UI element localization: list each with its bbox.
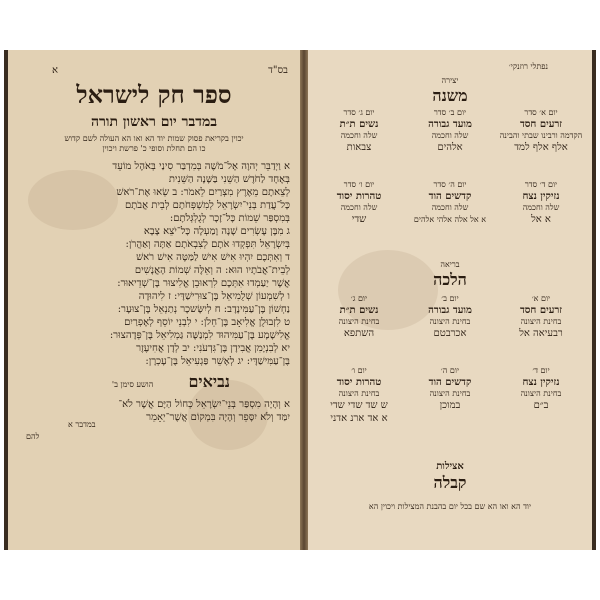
cell-day: יום ב׳ סדר bbox=[433, 108, 467, 117]
mishna-cell bbox=[316, 180, 402, 226]
mishna-cell bbox=[498, 108, 584, 154]
cell-name: נשים ת״ת bbox=[339, 305, 379, 316]
section-label: אצילות bbox=[436, 461, 464, 472]
verse-line: א וַיְדַבֵּר יְהוָה אֶל־מֹשֶׁה בְּמִדְבַּר סִינַי בְּאֹהֶל מוֹעֵד bbox=[112, 161, 290, 172]
cell-day: יום ה׳ bbox=[440, 366, 460, 375]
verse-line: בְּיִשְׂרָאֵל תִּפְקְדוּ אֹתָם לְצִבְאֹתָם אַתָּה וְאַהֲרֹן: bbox=[125, 239, 290, 250]
cell-name: נשים ת״ת bbox=[339, 119, 379, 130]
halacha-cell bbox=[498, 294, 584, 340]
section-atzilut bbox=[308, 460, 592, 493]
prophets-text bbox=[18, 398, 290, 424]
section-beria bbox=[308, 260, 592, 290]
section-yetzira bbox=[308, 76, 592, 106]
prophets-heading: נביאים bbox=[188, 372, 230, 391]
torah-text bbox=[18, 160, 290, 368]
verse-line: נַחְשׁוֹן בֶּן־עַמִּינָדָב: ח לְיִשָּׂשכָר נְתַנְאֵל בֶּן־צוּעָר: bbox=[117, 304, 290, 315]
mishna-grid bbox=[308, 108, 592, 258]
verse-line: א וְהָיָה מִסְפַּר בְּנֵי־יִשְׂרָאֵל כְּחוֹל הַיָּם אֲשֶׁר לֹא־ bbox=[118, 399, 290, 410]
cell-name: טהרות יסוד bbox=[336, 191, 382, 202]
cell-kav: רבעיאה אל bbox=[519, 328, 563, 339]
verse-line: כָּל־עֲדַת בְּנֵי־יִשְׂרָאֵל לְמִשְׁפְּחֹתָם לְבֵית אֲבֹתָם bbox=[124, 200, 290, 211]
cell-kav: שדי bbox=[351, 214, 367, 225]
cell-day: יום ג׳ bbox=[350, 294, 368, 303]
cell-name: זרעים חסד bbox=[519, 119, 563, 130]
verse-line: בְּאֶחָד לַחֹדֶשׁ הַשֵּׁנִי בַּשָּׁנָה הַשֵּׁנִית bbox=[168, 174, 290, 185]
halacha-cell bbox=[498, 366, 584, 412]
open-book bbox=[4, 50, 596, 550]
prophets-note: הושע סימן ב' bbox=[111, 380, 154, 389]
cell-kav: ש שד שדי שדי bbox=[330, 400, 388, 411]
cell-day: יום ו׳ סדר bbox=[343, 180, 375, 189]
cell-name: מועד גבורה bbox=[428, 119, 472, 130]
cell-kav: אלף אלף למד bbox=[514, 142, 568, 153]
verse-line: ו לְשִׁמְעוֹן שְׁלֻמִיאֵל בֶּן־צוּרִישַׁדָּי: ז לִיהוּדָה bbox=[138, 291, 290, 302]
cell-name: טהרות יסוד bbox=[336, 377, 382, 388]
halacha-cell bbox=[407, 294, 493, 340]
halacha-cell bbox=[316, 294, 402, 340]
verse-line: ד וְאִתְּכֶם יִהְיוּ אִישׁ אִישׁ לַמַּטֶּה אִישׁ רֹאשׁ bbox=[136, 252, 290, 263]
cell-name: קדשים הוד bbox=[428, 377, 472, 388]
verse-line: אֱלִישָׁמָע בֶּן־עַמִּיהוּד לִמְנַשֶּׁה גַּמְלִיאֵל בֶּן־פְּדָהצוּר: bbox=[109, 330, 290, 341]
catchword: להם bbox=[26, 432, 40, 441]
cell-note: שלה וחכמה bbox=[340, 203, 378, 212]
cell-note: בחינת היצונה bbox=[429, 317, 471, 326]
header-mark: בס"ד bbox=[268, 65, 288, 76]
verse-line: לְצֵאתָם מֵאֶרֶץ מִצְרַיִם לֵאמֹר: ב שְׂאוּ אֶת־רֹאשׁ bbox=[116, 187, 290, 198]
verse-line: ט לִזְבוּלֻן אֱלִיאָב בֶּן־חֵלֹן: י לִבְנֵי יוֹסֵף לְאֶפְרַיִם bbox=[124, 317, 290, 328]
halacha-grid bbox=[308, 294, 592, 454]
cell-kav: ב״ם bbox=[533, 400, 549, 411]
verse-line: ג מִבֶּן עֶשְׂרִים שָׁנָה וָמַעְלָה כָּל־יֹצֵא צָבָא bbox=[143, 226, 290, 237]
cell-note: שלה וחכמה bbox=[522, 203, 560, 212]
verse-line: יִמַּד וְלֹא יִסָּפֵר וְהָיָה בִּמְקוֹם אֲשֶׁר־יֵאָמֵר bbox=[146, 412, 290, 423]
cell-note: שלה וחכמה bbox=[431, 131, 469, 140]
cell-kav-extra: א אד ארנ אדני bbox=[330, 413, 388, 424]
section-title: משנה bbox=[432, 86, 468, 105]
halacha-cell bbox=[316, 366, 402, 425]
cell-kav: אלהים bbox=[437, 142, 463, 153]
cell-day: יום ה׳ סדר bbox=[433, 180, 467, 189]
book-title: ספר חק לישראל bbox=[76, 80, 232, 109]
cell-kav: השתפא bbox=[343, 328, 375, 339]
mishna-cell bbox=[316, 108, 402, 154]
cell-kav: במוכן bbox=[439, 400, 461, 411]
mishna-cell bbox=[498, 180, 584, 226]
intro-line: יכוין בקריאת פסוק שמות יוד הא ואו הא העולה לשם קדוש bbox=[64, 134, 244, 143]
cell-note: בחינת היצונה bbox=[338, 389, 380, 398]
intro-line: כו הם תחלת וסופי כ' פרשת ויכוין bbox=[102, 144, 206, 153]
halacha-cell bbox=[407, 366, 493, 412]
cell-name: זרעים חסד bbox=[519, 305, 563, 316]
cell-kav: אכרבטם bbox=[433, 328, 467, 339]
cell-note: בחינת היצונה bbox=[520, 389, 562, 398]
cell-note: בחינת היצונה bbox=[520, 317, 562, 326]
verse-line: יא לְבִנְיָמִן אֲבִידָן בֶּן־גִּדְעֹנִי: יב לְדָן אֲחִיעֶזֶר bbox=[136, 343, 290, 354]
left-page bbox=[8, 50, 300, 550]
cell-note: בחינת היצונה bbox=[338, 317, 380, 326]
owner-note: נפתלי רוזנקי׳ bbox=[508, 62, 548, 71]
cell-kav: א אל אלה אלהי אלהים bbox=[413, 215, 487, 224]
intro-note bbox=[18, 134, 290, 154]
cell-day: יום ד׳ סדר bbox=[524, 180, 558, 189]
cell-day: יום א׳ סדר bbox=[524, 108, 558, 117]
prophets-header bbox=[18, 372, 290, 392]
closing-line: יוד הא ואו הא שם בכל יום בהבנת המצילות ויכוין הא bbox=[368, 502, 532, 511]
right-page bbox=[308, 50, 592, 550]
verse-line: אֲשֶׁר יַעַמְדוּ אִתְּכֶם לִרְאוּבֵן אֱלִיצוּר בֶּן־שְׁדֵיאוּר: bbox=[117, 278, 290, 289]
mishna-cell bbox=[407, 108, 493, 154]
section-label: יצירה bbox=[441, 76, 459, 85]
cell-note: שלה וחכמה bbox=[340, 131, 378, 140]
section-title: קבלה bbox=[433, 473, 467, 492]
cell-kav: צבאות bbox=[346, 142, 372, 153]
verse-line: בֶּן־עַמִּישַׁדָּי: יג לְאָשֵׁר פַּגְעִיאֵל בֶּן־עָכְרָן: bbox=[145, 356, 290, 367]
cell-note: הקדמה ורבינו שבתי והבינה bbox=[499, 131, 583, 140]
page-number: א bbox=[52, 65, 59, 76]
mishna-cell bbox=[407, 180, 493, 226]
cell-day: יום ב׳ bbox=[441, 294, 459, 303]
cell-kav: א אל bbox=[531, 214, 551, 225]
cell-name: נזיקין נצח bbox=[522, 377, 560, 388]
cell-day: יום א׳ bbox=[531, 294, 551, 303]
book-gutter bbox=[300, 50, 308, 550]
verse-line: בְּמִסְפַּר שֵׁמוֹת כָּל־זָכָר לְגֻלְגְּלֹתָם: bbox=[169, 213, 290, 224]
section-label: בריאה bbox=[440, 260, 460, 269]
signature-mark: במדבר א bbox=[68, 420, 96, 429]
cell-day: יום ד׳ bbox=[532, 366, 550, 375]
cell-note: בחינת היצונה bbox=[429, 389, 471, 398]
verse-line: לְבֵית־אֲבֹתָיו הוּא: ה וְאֵלֶּה שְׁמוֹת הָאֲנָשִׁים bbox=[134, 265, 290, 276]
cell-day: יום ג׳ סדר bbox=[343, 108, 375, 117]
section-title: הלכה bbox=[433, 270, 467, 289]
cell-day: יום ו׳ bbox=[351, 366, 367, 375]
section-subtitle: במדבר יום ראשון תורה bbox=[91, 114, 217, 130]
cell-note: שלה וחכמה bbox=[431, 203, 469, 212]
cell-name: מועד גבורה bbox=[428, 305, 472, 316]
cell-name: נזיקין נצח bbox=[522, 191, 560, 202]
cell-name: קדשים הוד bbox=[428, 191, 472, 202]
